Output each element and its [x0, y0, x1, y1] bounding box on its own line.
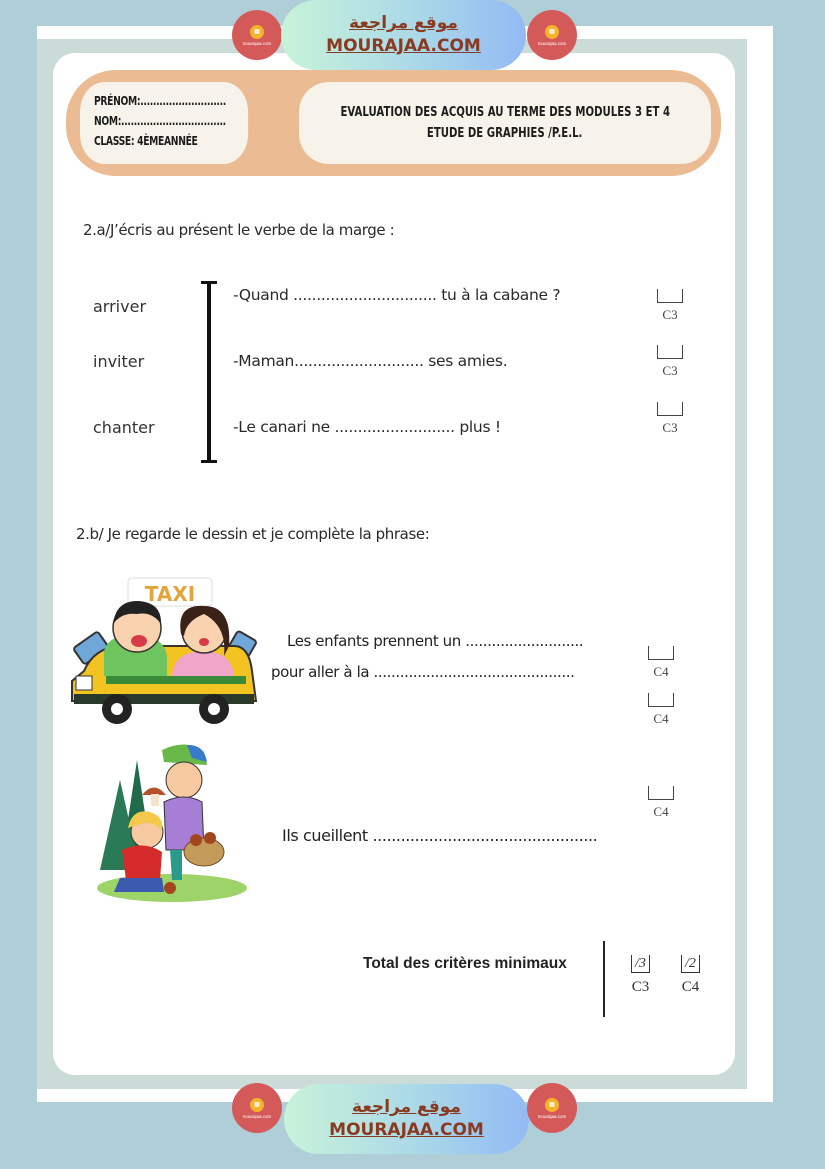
sentence-2[interactable]: -Maman............................ ses amies. [233, 352, 508, 370]
bottom-left-logo[interactable] [232, 1083, 282, 1133]
bottom-right-logo[interactable] [527, 1083, 577, 1133]
bracket-bar [207, 282, 211, 462]
taxi-sentence-line-2[interactable]: pour aller à la .............................................. [271, 663, 575, 681]
book-emblem-icon: ▤ [250, 25, 264, 39]
svg-text:TAXI: TAXI [144, 582, 196, 606]
mushroom-sentence[interactable]: Ils cueillent ................................................ [282, 826, 598, 845]
bracket-top-cap [201, 281, 217, 284]
logo-caption: mourajaa.com [537, 40, 567, 46]
logo-caption: mourajaa.com [537, 1113, 567, 1119]
taxi-sentence-line-1[interactable]: Les enfants prennent un ........................... [287, 632, 584, 650]
exercise-b-title: 2.b/ Je regarde le dessin et je complète la phrase: [76, 525, 430, 543]
criterion-box[interactable] [657, 345, 683, 359]
banner-arabic-text: موقع مراجعة [349, 13, 458, 33]
total-criteria-label: Total des critères minimaux [363, 955, 567, 972]
criterion-mark: C4 [646, 646, 676, 680]
sentence-3[interactable]: -Le canari ne .......................... plus ! [233, 418, 501, 436]
criterion-mark: C3 [655, 345, 685, 379]
bottom-watermark-banner[interactable] [284, 1084, 529, 1154]
logo-caption: mourajaa.com [242, 1113, 272, 1119]
criterion-box[interactable] [657, 402, 683, 416]
top-right-logo[interactable] [527, 10, 577, 60]
score-c3: /3 C3 [631, 956, 650, 995]
title-line-2: ETUDE DE GRAPHIES /P.E.L. [427, 126, 583, 141]
bracket-bottom-cap [201, 460, 217, 463]
criterion-mark: C4 [646, 786, 676, 820]
criterion-box[interactable] [648, 693, 674, 707]
prenom-field: PRÉNOM:........................... [93, 93, 226, 108]
book-emblem-icon: ▤ [545, 1098, 559, 1112]
book-emblem-icon: ▤ [545, 25, 559, 39]
sentence-1[interactable]: -Quand ............................... tu à la cabane ? [233, 286, 561, 304]
mushroom-picking-illustration [92, 740, 252, 905]
criterion-mark: C3 [655, 289, 685, 323]
classe-field: CLASSE: 4ÈMEANNÉE [93, 133, 198, 148]
verb-inviter: inviter [93, 352, 145, 371]
score-c4: /2 C4 [681, 956, 700, 995]
verb-chanter: chanter [93, 418, 155, 437]
logo-caption: mourajaa.com [242, 40, 272, 46]
top-left-logo[interactable] [232, 10, 282, 60]
criterion-mark: C3 [655, 402, 685, 436]
book-emblem-icon: ▤ [250, 1098, 264, 1112]
criterion-box[interactable] [648, 786, 674, 800]
verb-arriver: arriver [93, 297, 147, 316]
student-id-box [80, 82, 248, 164]
taxi-illustration [64, 576, 269, 728]
score-c4-box[interactable]: /2 [681, 955, 700, 973]
banner-site-link[interactable]: MOURAJAA.COM [329, 1120, 484, 1140]
criterion-mark: C4 [646, 693, 676, 727]
criterion-box[interactable] [648, 646, 674, 660]
exercise-a-title: 2.a/J’écris au présent le verbe de la marge : [83, 221, 395, 239]
criterion-box[interactable] [657, 289, 683, 303]
title-line-1: EVALUATION DES ACQUIS AU TERME DES MODULES 3 ET 4 [340, 105, 670, 120]
worksheet-page [53, 53, 735, 1075]
banner-arabic-text: موقع مراجعة [352, 1097, 461, 1117]
total-divider [603, 941, 605, 1017]
evaluation-title-box [299, 82, 711, 164]
banner-site-link[interactable]: MOURAJAA.COM [326, 36, 481, 56]
top-watermark-banner[interactable] [281, 0, 526, 70]
nom-field: NOM:................................. [93, 113, 226, 128]
score-c3-box[interactable]: /3 [631, 955, 650, 973]
